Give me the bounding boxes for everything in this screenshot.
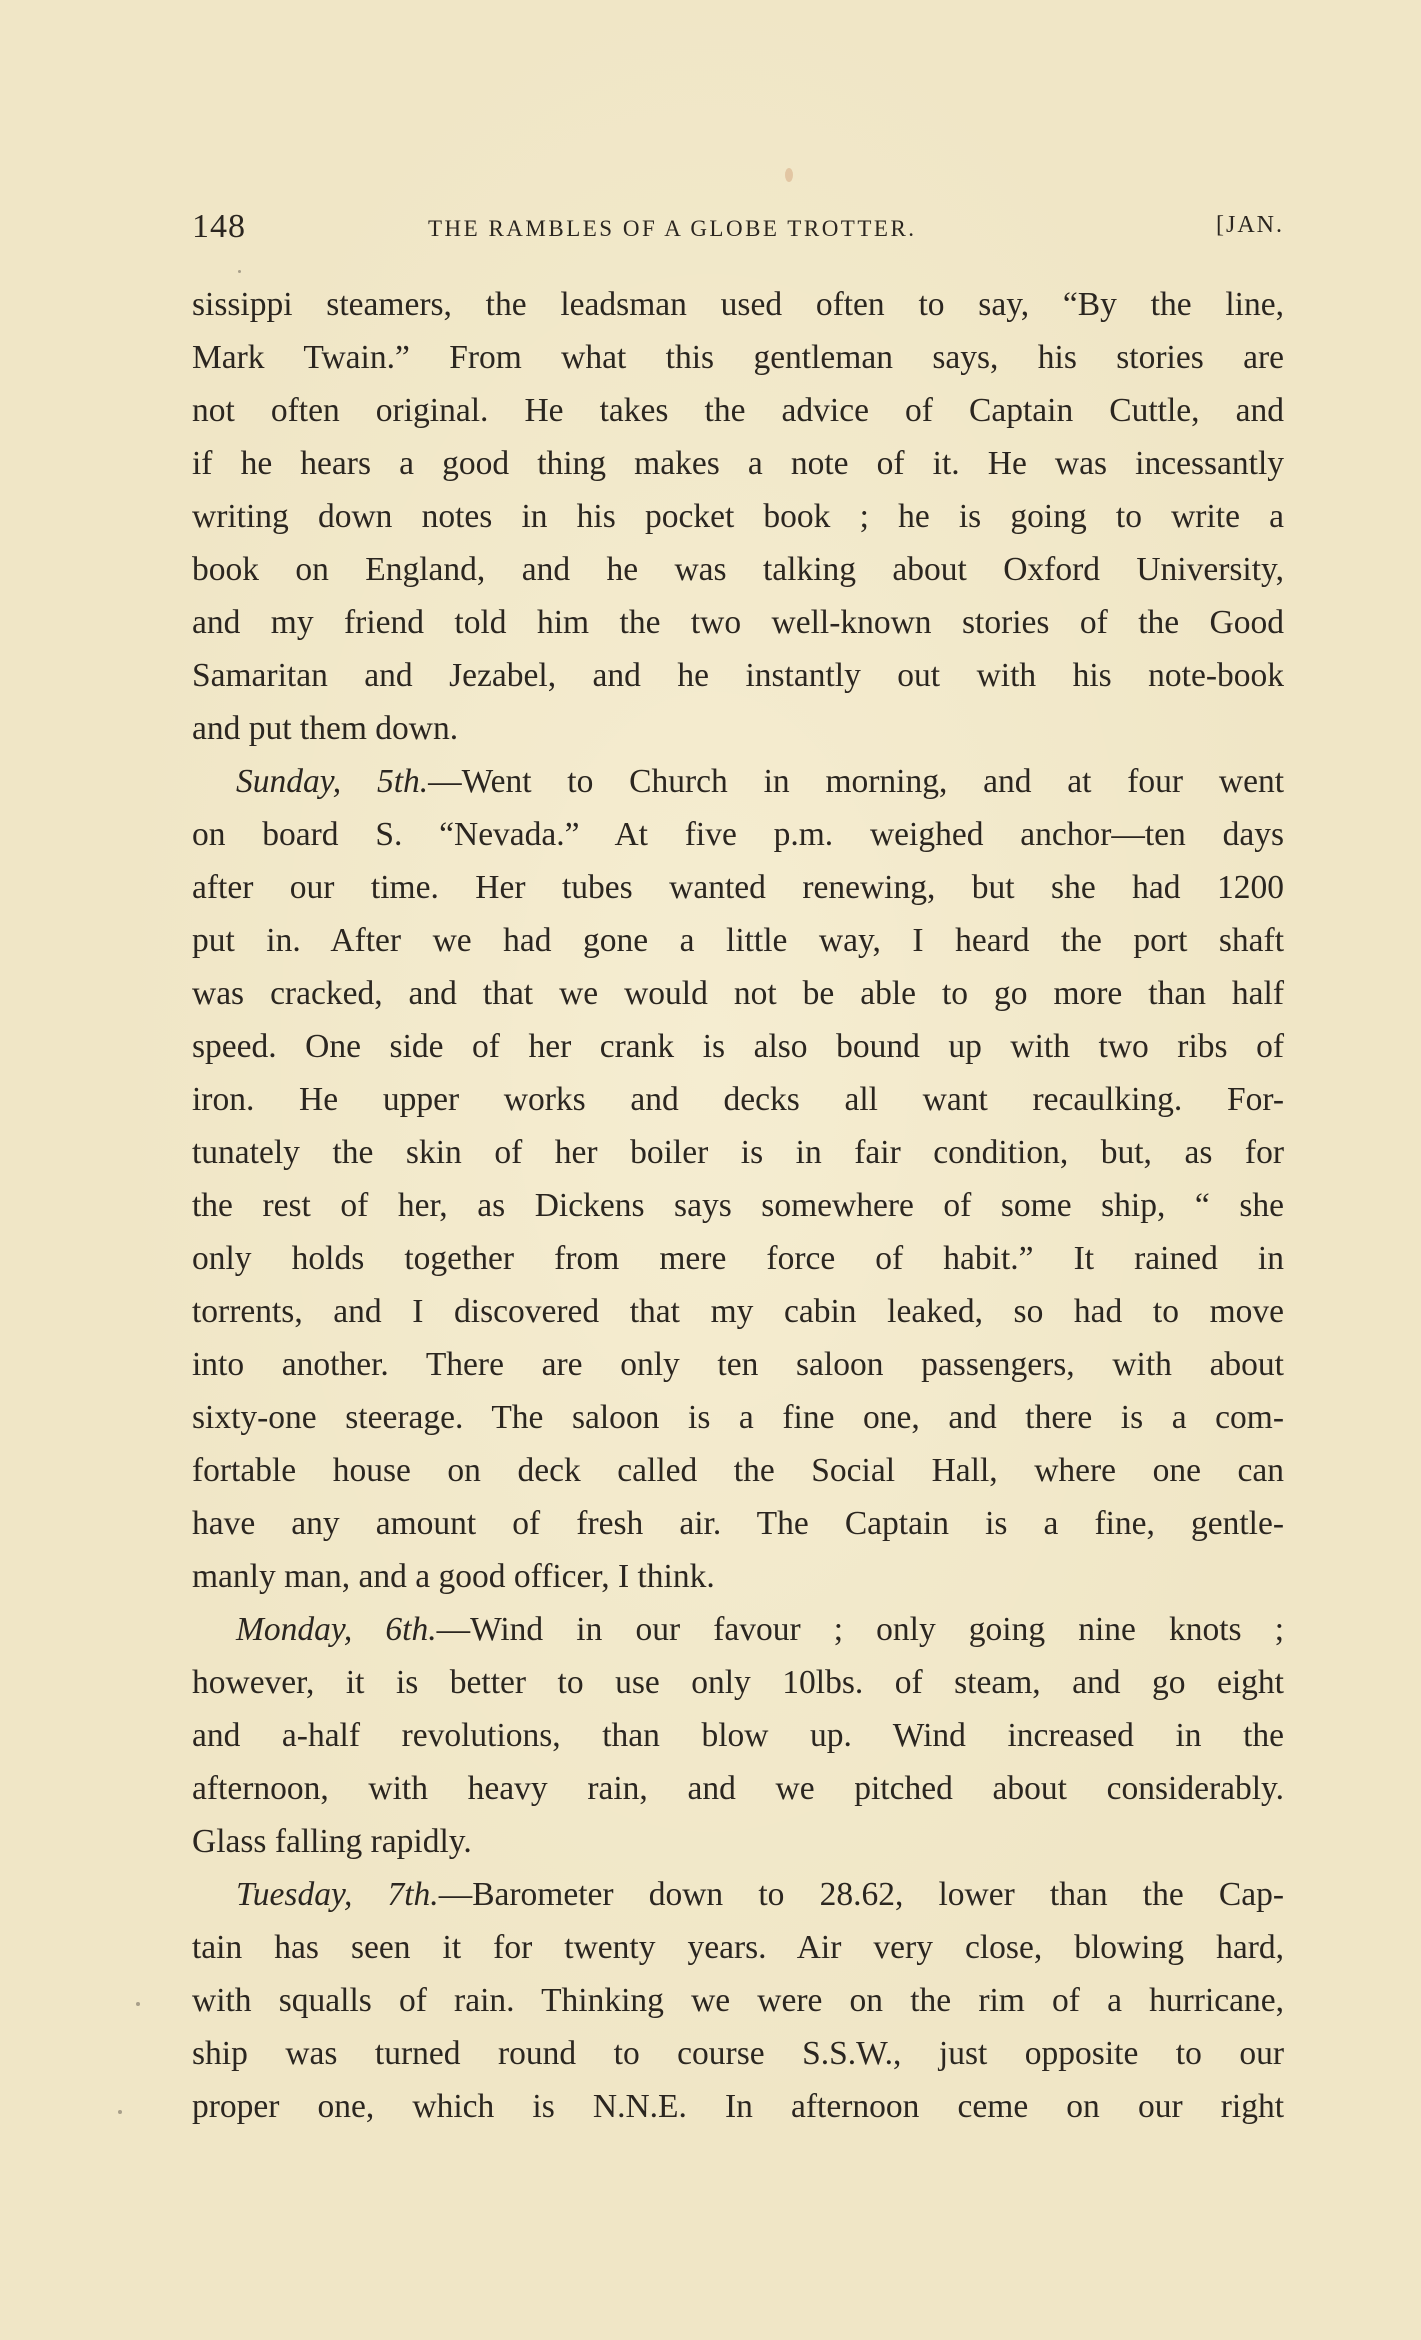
page-number: 148 [192,208,246,245]
text-line: sixty-one steerage. The saloon is a fine one, and there is a com- [192,1399,1284,1436]
text-line: however, it is better to use only 10lbs. of steam, and go eight [192,1664,1284,1701]
month-mark: [JAN. [1216,212,1284,238]
entry-date: Tuesday, 7th. [236,1876,439,1913]
entry-date: Monday, 6th. [236,1611,437,1648]
entry-text: —Wind in our favour ; only going nine knots ; [436,1611,1285,1648]
text-line: book on England, and he was talking about Oxford University, [192,551,1284,588]
text-line: the rest of her, as Dickens says somewhere of some ship, “ she [192,1187,1284,1224]
text-line: manly man, and a good officer, I think. [192,1558,715,1595]
text-line: if he hears a good thing makes a note of it. He was incessantly [192,445,1284,482]
text-line: tunately the skin of her boiler is in fair condition, but, as for [192,1134,1284,1171]
entry-text: —Barometer down to 28.62, lower than the Cap- [438,1876,1284,1913]
text-line: sissippi steamers, the leadsman used often to say, “By the line, [192,286,1284,323]
ink-stain [785,168,793,182]
text-line: have any amount of fresh air. The Captain is a fine, gentle- [192,1505,1284,1542]
running-header [192,208,1284,258]
text-line: Glass falling rapidly. [192,1823,472,1860]
diary-entry-first-line [192,1603,1284,1656]
paper-speck [118,2110,122,2114]
text-line: and my friend told him the two well-known stories of the Good [192,604,1284,641]
text-line: tain has seen it for twenty years. Air very close, blowing hard, [192,1929,1284,1966]
paper-speck [136,2002,140,2006]
text-line: iron. He upper works and decks all want recaulking. For- [192,1081,1284,1118]
text-line: proper one, which is N.N.E. In afternoon ceme on our right [192,2088,1284,2125]
running-title: THE RAMBLES OF A GLOBE TROTTER. [428,216,917,241]
paper-speck [238,270,241,273]
entry-date: Sunday, 5th. [236,763,429,800]
text-line: writing down notes in his pocket book ; he is going to write a [192,498,1284,535]
text-line: fortable house on deck called the Social Hall, where one can [192,1452,1284,1489]
text-line: and put them down. [192,710,459,747]
text-line: after our time. Her tubes wanted renewing, but she had 1200 [192,869,1284,906]
text-line: ship was turned round to course S.S.W., just opposite to our [192,2035,1284,2072]
text-line: with squalls of rain. Thinking we were on the rim of a hurricane, [192,1982,1284,2019]
text-line: was cracked, and that we would not be able to go more than half [192,975,1284,1012]
text-line: torrents, and I discovered that my cabin leaked, so had to move [192,1293,1284,1330]
text-line: only holds together from mere force of habit.” It rained in [192,1240,1284,1277]
body-text [192,278,1284,2133]
diary-entry-first-line [192,755,1284,808]
text-line: afternoon, with heavy rain, and we pitched about considerably. [192,1770,1284,1807]
diary-entry-first-line [192,1868,1284,1921]
text-line: Mark Twain.” From what this gentleman says, his stories are [192,339,1284,376]
entry-text: —Went to Church in morning, and at four went [428,763,1285,800]
text-line: not often original. He takes the advice of Captain Cuttle, and [192,392,1284,429]
text-line: and a-half revolutions, than blow up. Wind increased in the [192,1717,1284,1754]
text-line: put in. After we had gone a little way, I heard the port shaft [192,922,1284,959]
text-line: Samaritan and Jezabel, and he instantly out with his note-book [192,657,1284,694]
text-line: on board S. “Nevada.” At five p.m. weighed anchor—ten days [192,816,1284,853]
text-line: into another. There are only ten saloon passengers, with about [192,1346,1284,1383]
text-line: speed. One side of her crank is also bound up with two ribs of [192,1028,1284,1065]
